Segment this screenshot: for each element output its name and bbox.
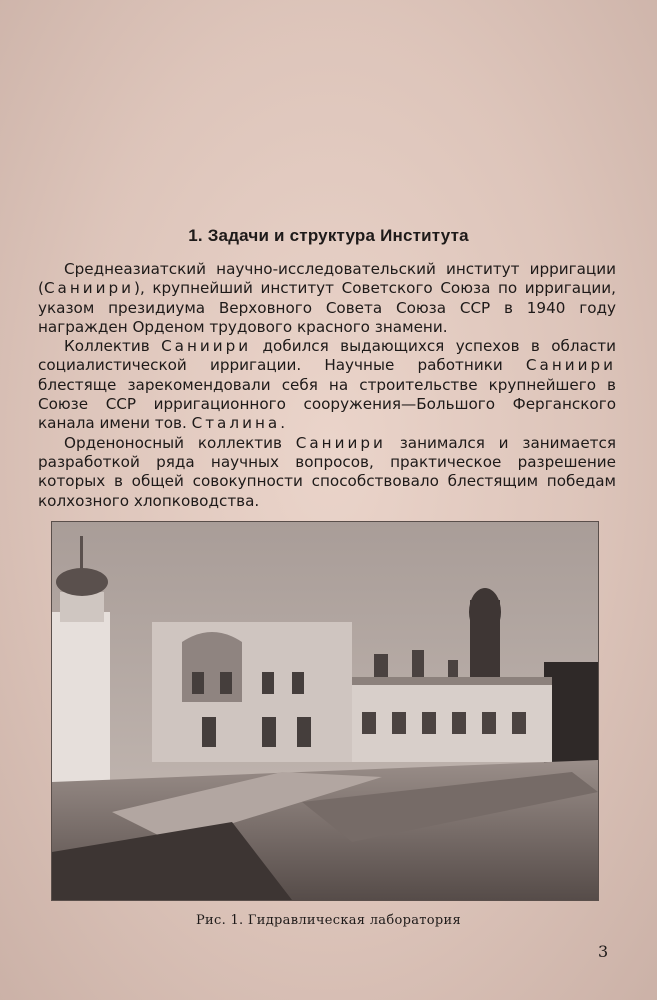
text-run: ), крупнейший институт Советского Союза по ирригации, указом президиума Верховного Совета Союза ССР в 1940 году награжден Орденом трудового красного знамени. [38, 279, 616, 336]
text-run: Среднеазиатский научно-исследовательский институт ирригации ( [38, 260, 616, 298]
text-run: Орденоносный коллектив [64, 433, 296, 452]
paragraph-1 [38, 260, 616, 337]
body-text [38, 260, 616, 511]
text-run: Коллектив [64, 337, 162, 356]
text-run: добился выдающихся успехов в области социалистической ирригации. Научные работники [38, 337, 616, 375]
text-run-spaced: Сталина [191, 414, 281, 433]
laboratory-photo [51, 521, 599, 901]
text-run-spaced: Саниири [43, 279, 135, 298]
text-run-spaced: Саниири [295, 433, 386, 452]
photo-illustration [52, 522, 598, 900]
text-run: . [280, 414, 286, 433]
text-run: блестяще зарекомендовали себя на строительстве крупнейшего в Союзе ССР ирригационного сооружения—Большого Ферганского канала имени тов. [38, 375, 616, 433]
paragraph-3 [38, 434, 616, 511]
text-run-spaced: Саниири [525, 356, 616, 375]
paragraph-2 [38, 337, 616, 433]
figure-caption: Рис. 1. Гидравлическая лаборатория [195, 913, 461, 928]
section-heading: 1. Задачи и структура Института [188, 226, 469, 245]
text-run: занимался и занимается разработкой ряда научных вопросов, практическое разрешение которых в общей совокупности способствовало блестящим победам колхозного хлопководства. [38, 433, 616, 510]
page-number: 3 [598, 942, 609, 961]
text-run-spaced: Саниири [161, 337, 252, 356]
